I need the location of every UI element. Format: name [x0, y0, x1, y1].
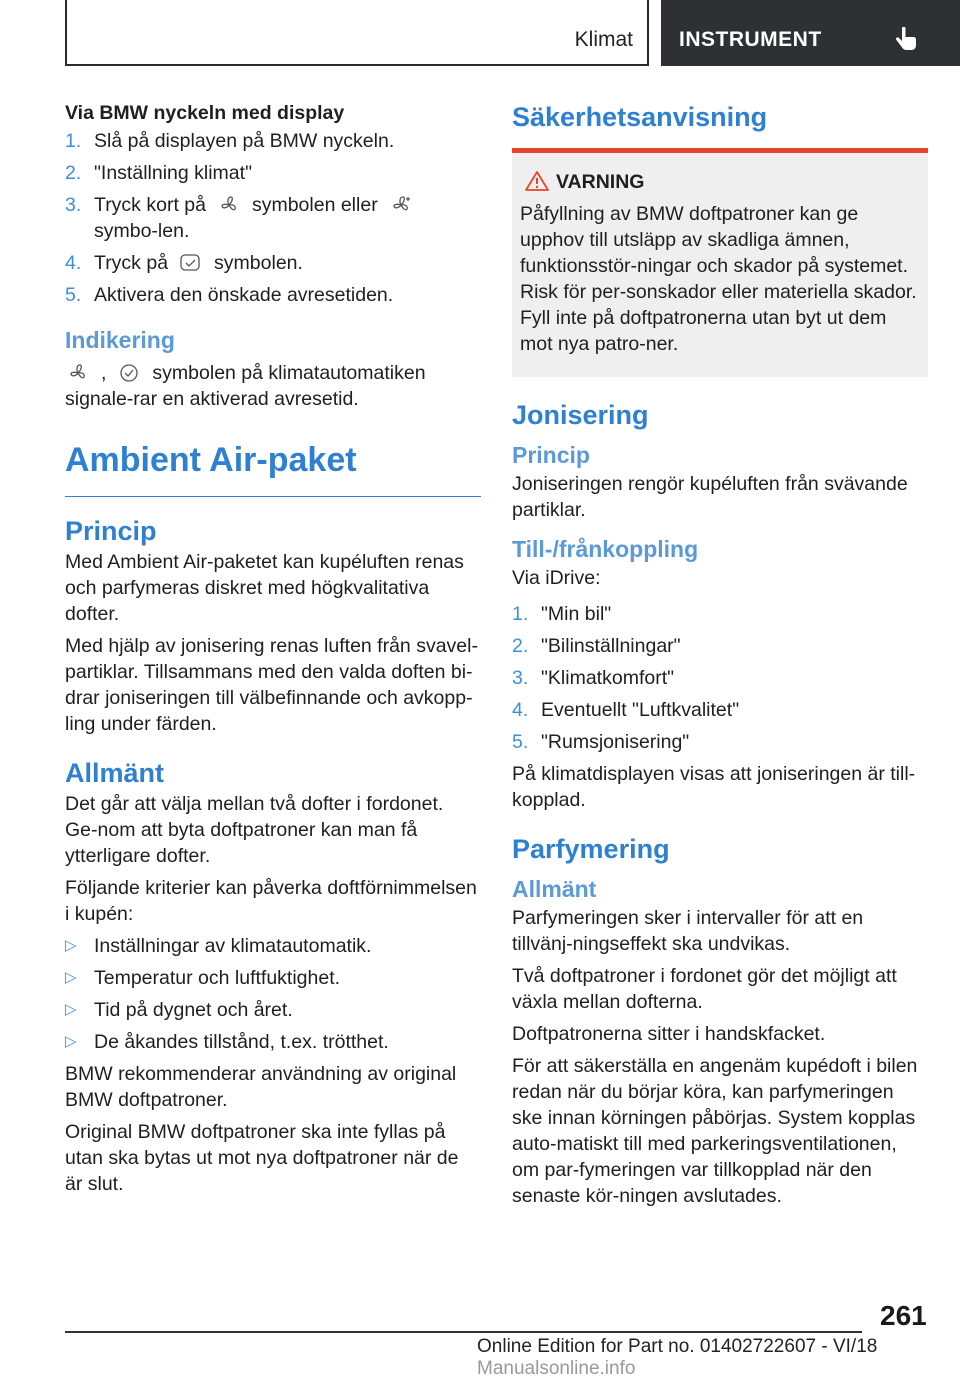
- step-text: "Min bil": [541, 603, 612, 625]
- footer-edition: [477, 1336, 960, 1380]
- criteria-text: Inställningar av klimatautomatik.: [94, 935, 372, 957]
- list-item: [512, 697, 928, 723]
- allmant-paragraph: BMW rekommenderar användning av original BMW doftpatroner.: [65, 1063, 457, 1111]
- princip-paragraph: Med Ambient Air-paketet kan kupéluften renas och parfymeras diskret med högkvalitativa dofter.: [65, 551, 464, 625]
- via-key-heading: Via BMW nyckeln med display: [65, 102, 345, 124]
- list-item: [65, 965, 481, 991]
- section-title: Klimat: [574, 28, 633, 51]
- step-text: Tryck på: [94, 252, 169, 274]
- list-item: [65, 250, 481, 276]
- list-item: [65, 192, 481, 244]
- step-text: Tryck kort på: [94, 194, 206, 216]
- step-text: symbolen.: [214, 252, 303, 274]
- check-circle-icon: [116, 363, 142, 383]
- till-result: På klimatdisplayen visas att joniseringen är till-kopplad.: [512, 763, 916, 811]
- jon-princip-heading: Princip: [512, 442, 590, 468]
- step-number: 1.: [512, 603, 529, 625]
- step-text: Aktivera den önskade avresetiden.: [94, 284, 394, 306]
- via-idrive: Via iDrive:: [512, 567, 601, 589]
- jonisering-heading: Jonisering: [512, 400, 649, 430]
- parf-paragraph: Två doftpatroner i fordonet gör det möjligt att växla mellan dofterna.: [512, 965, 897, 1013]
- step-text: symbo-len.: [94, 220, 190, 242]
- step-number: 5.: [65, 284, 82, 306]
- departure-timer-icon: [178, 253, 204, 273]
- step-number: 1.: [65, 130, 82, 152]
- step-number: 4.: [512, 699, 529, 721]
- bullet-triangle-icon: ▷: [65, 937, 77, 954]
- step-text: "Klimatkomfort": [541, 667, 675, 689]
- indikering-body: symbolen på klimatautomatiken signale-rar en aktiverad avresetid.: [65, 362, 426, 410]
- till-heading: Till-/frånkoppling: [512, 536, 699, 562]
- fan-plus-icon: [388, 195, 414, 215]
- warning-title-text: VARNING: [556, 171, 645, 193]
- step-text: "Bilinställningar": [541, 635, 681, 657]
- step-number: 2.: [65, 162, 82, 184]
- list-item: [65, 1029, 481, 1055]
- indikering-heading: Indikering: [65, 327, 175, 353]
- step-number: 3.: [512, 667, 529, 689]
- list-item: [512, 729, 928, 755]
- chapter-title: INSTRUMENT: [679, 28, 822, 51]
- step-text: "Rumsjonisering": [541, 731, 690, 753]
- step-text: symbolen eller: [251, 194, 378, 216]
- parf-paragraph: Doftpatronerna sitter i handskfacket.: [512, 1023, 826, 1045]
- warning-title: [520, 169, 920, 195]
- indikering-text: [65, 360, 481, 412]
- idrive-steps-list: [512, 601, 928, 755]
- page-number: 261: [880, 1300, 927, 1331]
- criteria-list: [65, 933, 481, 1055]
- list-item: [65, 160, 481, 186]
- warning-box: [512, 153, 928, 377]
- section-tab: [65, 0, 649, 66]
- right-column: [512, 100, 928, 1215]
- parf-paragraph: Parfymeringen sker i intervaller för att en tillvänj-ningseffekt ska undvikas.: [512, 907, 864, 955]
- list-item: [512, 601, 928, 627]
- touch-hand-icon: [893, 26, 919, 54]
- separator: ,: [101, 362, 107, 384]
- allmant-paragraph: Följande kriterier kan påverka doftförnimmelsen i kupén:: [65, 877, 477, 925]
- warning-text: Påfyllning av BMW doftpatroner kan ge upphov till utsläpp av skadliga ämnen, funktionsstör-ningar och skador på systemet. Risk för per-sonskador eller materiella skador. Fyll inte på doftpatronerna utan byt ut dem mot nya patro-ner.: [520, 203, 917, 355]
- bullet-triangle-icon: ▷: [65, 969, 77, 986]
- step-text: Slå på displayen på BMW nyckeln.: [94, 130, 395, 152]
- step-number: 2.: [512, 635, 529, 657]
- fan-icon: [65, 363, 91, 383]
- list-item: [65, 128, 481, 154]
- criteria-text: Temperatur och luftfuktighet.: [94, 967, 341, 989]
- warning-triangle-icon: [524, 170, 550, 192]
- bullet-triangle-icon: ▷: [65, 1033, 77, 1050]
- step-number: 5.: [512, 731, 529, 753]
- list-item: [65, 282, 481, 308]
- step-text: "Inställning klimat": [94, 162, 252, 184]
- sakerhet-heading: Säkerhetsanvisning: [512, 100, 928, 153]
- watermark-text: Manualsonline.info: [477, 1358, 636, 1379]
- list-item: [512, 633, 928, 659]
- step-number: 3.: [65, 194, 82, 216]
- key-steps-list: [65, 128, 481, 308]
- list-item: [65, 997, 481, 1023]
- criteria-text: De åkandes tillstånd, t.ex. trötthet.: [94, 1031, 389, 1053]
- page-header: [65, 0, 960, 66]
- edition-text: Online Edition for Part no. 01402722607 - VI/18: [477, 1336, 878, 1357]
- criteria-text: Tid på dygnet och året.: [94, 999, 293, 1021]
- allmant-paragraph: Det går att välja mellan två dofter i fordonet. Ge-nom att byta doftpatroner kan man få ytterligare dofter.: [65, 793, 444, 867]
- allmant-paragraph: Original BMW doftpatroner ska inte fyllas på utan ska bytas ut mot nya doftpatroner när de är slut.: [65, 1121, 459, 1195]
- list-item: [512, 665, 928, 691]
- parf-paragraph: För att säkerställa en angenäm kupédoft i bilen redan när du börjar köra, kan parfymeringen ske innan körningen påbörjas. System kopplas auto-matiskt till med parkeringsventilationen, om par-fymeringen var tillkopplad när den senaste kör-ningen avslutades.: [512, 1055, 918, 1207]
- step-text: Eventuellt "Luftkvalitet": [541, 699, 740, 721]
- list-item: [65, 933, 481, 959]
- fan-icon: [216, 195, 242, 215]
- ambient-heading: Ambient Air-paket: [65, 440, 481, 497]
- bullet-triangle-icon: ▷: [65, 1001, 77, 1018]
- princip-heading: Princip: [65, 516, 157, 546]
- left-column: [65, 100, 481, 1203]
- princip-paragraph: Med hjälp av jonisering renas luften från svavel-partiklar. Tillsammans med den valda doften bi-drar joniseringen till välbefinnande och avkopp-ling under färden.: [65, 635, 478, 735]
- step-number: 4.: [65, 252, 82, 274]
- footer-divider: [65, 1331, 862, 1333]
- jon-princip-text: Joniseringen rengör kupéluften från svävande partiklar.: [512, 473, 908, 521]
- parf-allmant-heading: Allmänt: [512, 876, 597, 902]
- chapter-tab: [661, 0, 960, 66]
- allmant-heading: Allmänt: [65, 758, 165, 788]
- parfymering-heading: Parfymering: [512, 834, 670, 864]
